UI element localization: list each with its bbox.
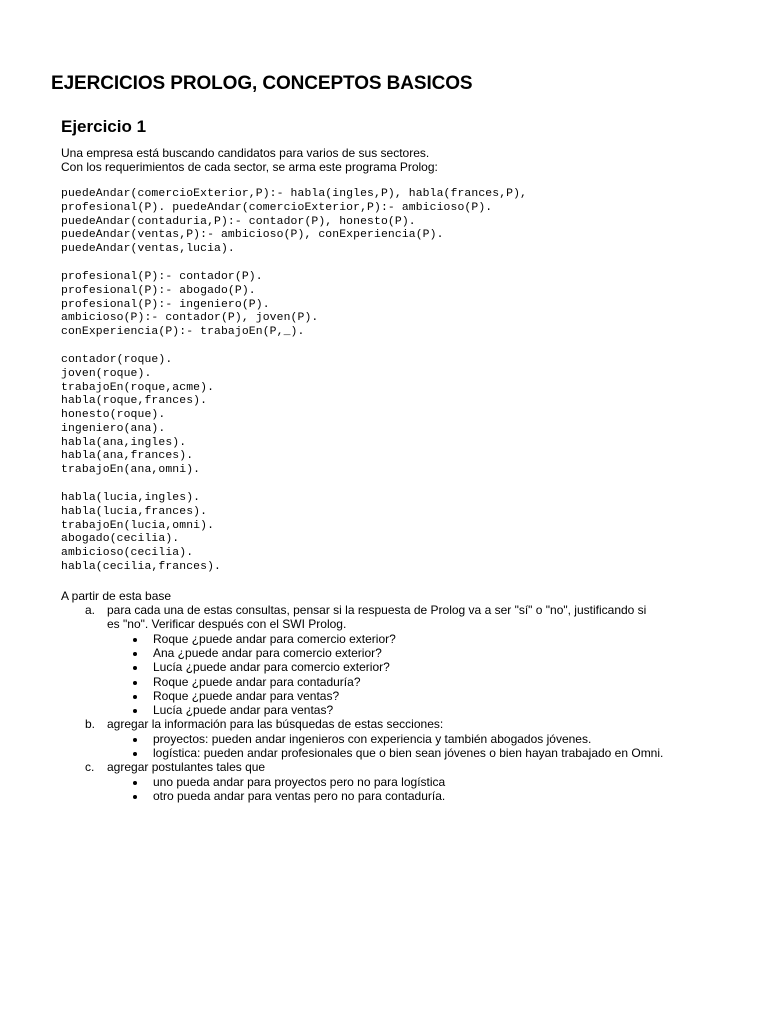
intro-paragraph <box>61 147 438 174</box>
code-line: habla(ana,ingles). <box>61 436 187 449</box>
code-line: trabajoEn(ana,omni). <box>61 464 201 476</box>
intro-line: Con los requerimientos de cada sector, se arma este programa Prolog: <box>61 159 438 174</box>
code-line: puedeAndar(contaduria,P):- contador(P), honesto(P). <box>61 215 416 228</box>
list-item-text: agregar la información para las búsquedas de estas secciones: <box>107 717 444 732</box>
list-marker: c. <box>85 760 95 775</box>
bullet-text: Roque ¿puede andar para ventas? <box>153 688 340 703</box>
document-title: EJERCICIOS PROLOG, CONCEPTOS BASICOS <box>51 73 473 94</box>
bullet-text: Lucía ¿puede andar para ventas? <box>153 703 334 718</box>
bullet-text: Ana ¿puede andar para comercio exterior? <box>153 645 382 660</box>
code-line: trabajoEn(lucia,omni). <box>61 519 215 532</box>
section-intro: A partir de esta base <box>61 589 172 603</box>
list-marker: a. <box>85 603 96 617</box>
bullet-icon <box>133 752 137 756</box>
bullet-text: logística: pueden andar profesionales que o bien sean jóvenes o bien hayan trabajado en Omni. <box>153 746 664 760</box>
bullet-icon <box>133 638 137 642</box>
code-line: joven(roque). <box>61 367 152 380</box>
list-item-text: es "no". Verificar después con el SWI Prolog. <box>107 617 347 632</box>
code-line: honesto(roque). <box>61 409 166 421</box>
bullet-text: Lucía ¿puede andar para comercio exterior? <box>153 660 390 675</box>
code-line: habla(cecilia,frances). <box>61 560 221 573</box>
bullet-icon <box>133 666 137 670</box>
bullet-icon <box>133 781 137 785</box>
bullet-icon <box>133 709 137 713</box>
code-line: ingeniero(ana). <box>61 422 166 435</box>
bullet-icon <box>133 652 137 656</box>
intro-line: Una empresa está buscando candidatos para varios de sus sectores. <box>61 146 430 160</box>
code-line: trabajoEn(roque,acme). <box>61 381 215 394</box>
list-item-text: agregar postulantes tales que <box>107 760 266 775</box>
code-block-profile-rules <box>61 271 318 340</box>
code-line: profesional(P):- contador(P). <box>61 271 263 283</box>
code-line: ambicioso(cecilia). <box>61 547 194 559</box>
bullet-icon <box>133 795 137 799</box>
bullet-text: Roque ¿puede andar para contaduría? <box>153 674 361 689</box>
list-item-text: para cada una de estas consultas, pensar si la respuesta de Prolog va a ser "sí" o "no", justificando si <box>107 603 647 617</box>
code-line: abogado(cecilia). <box>61 533 180 546</box>
code-line: ambicioso(P):- contador(P), joven(P). <box>61 312 319 325</box>
bullet-icon <box>133 738 137 742</box>
code-line: puedeAndar(comercioExterior,P):- habla(ingles,P), habla(frances,P), <box>61 188 528 200</box>
code-line: puedeAndar(ventas,lucia). <box>61 243 235 255</box>
bullet-text: otro pueda andar para ventas pero no para contaduría. <box>153 788 446 803</box>
bullet-text: proyectos: pueden andar ingenieros con experiencia y también abogados jóvenes. <box>153 731 592 746</box>
code-line: habla(lucia,ingles). <box>61 492 201 504</box>
list-marker: b. <box>85 717 96 732</box>
bullet-icon <box>133 695 137 699</box>
exercise-title: Ejercicio 1 <box>61 117 147 136</box>
code-line: profesional(P):- abogado(P). <box>61 284 256 297</box>
bullet-text: uno pueda andar para proyectos pero no para logística <box>153 774 446 789</box>
code-block-rules <box>61 188 527 257</box>
code-line: contador(roque). <box>61 354 173 366</box>
code-line: habla(ana,frances). <box>61 450 194 463</box>
code-line: habla(roque,frances). <box>61 395 208 408</box>
code-block-facts-roque-ana <box>61 354 214 478</box>
bullet-icon <box>133 681 137 685</box>
code-line: profesional(P):- ingeniero(P). <box>61 298 270 311</box>
code-line: puedeAndar(ventas,P):- ambicioso(P), conExperiencia(P). <box>61 229 444 242</box>
code-line: habla(lucia,frances). <box>61 505 208 518</box>
code-line: profesional(P). puedeAndar(comercioExterior,P):- ambicioso(P). <box>61 201 493 214</box>
code-block-facts-lucia-cecilia <box>61 492 221 575</box>
code-line: conExperiencia(P):- trabajoEn(P,_). <box>61 326 305 338</box>
bullet-text: Roque ¿puede andar para comercio exterior? <box>153 631 396 646</box>
